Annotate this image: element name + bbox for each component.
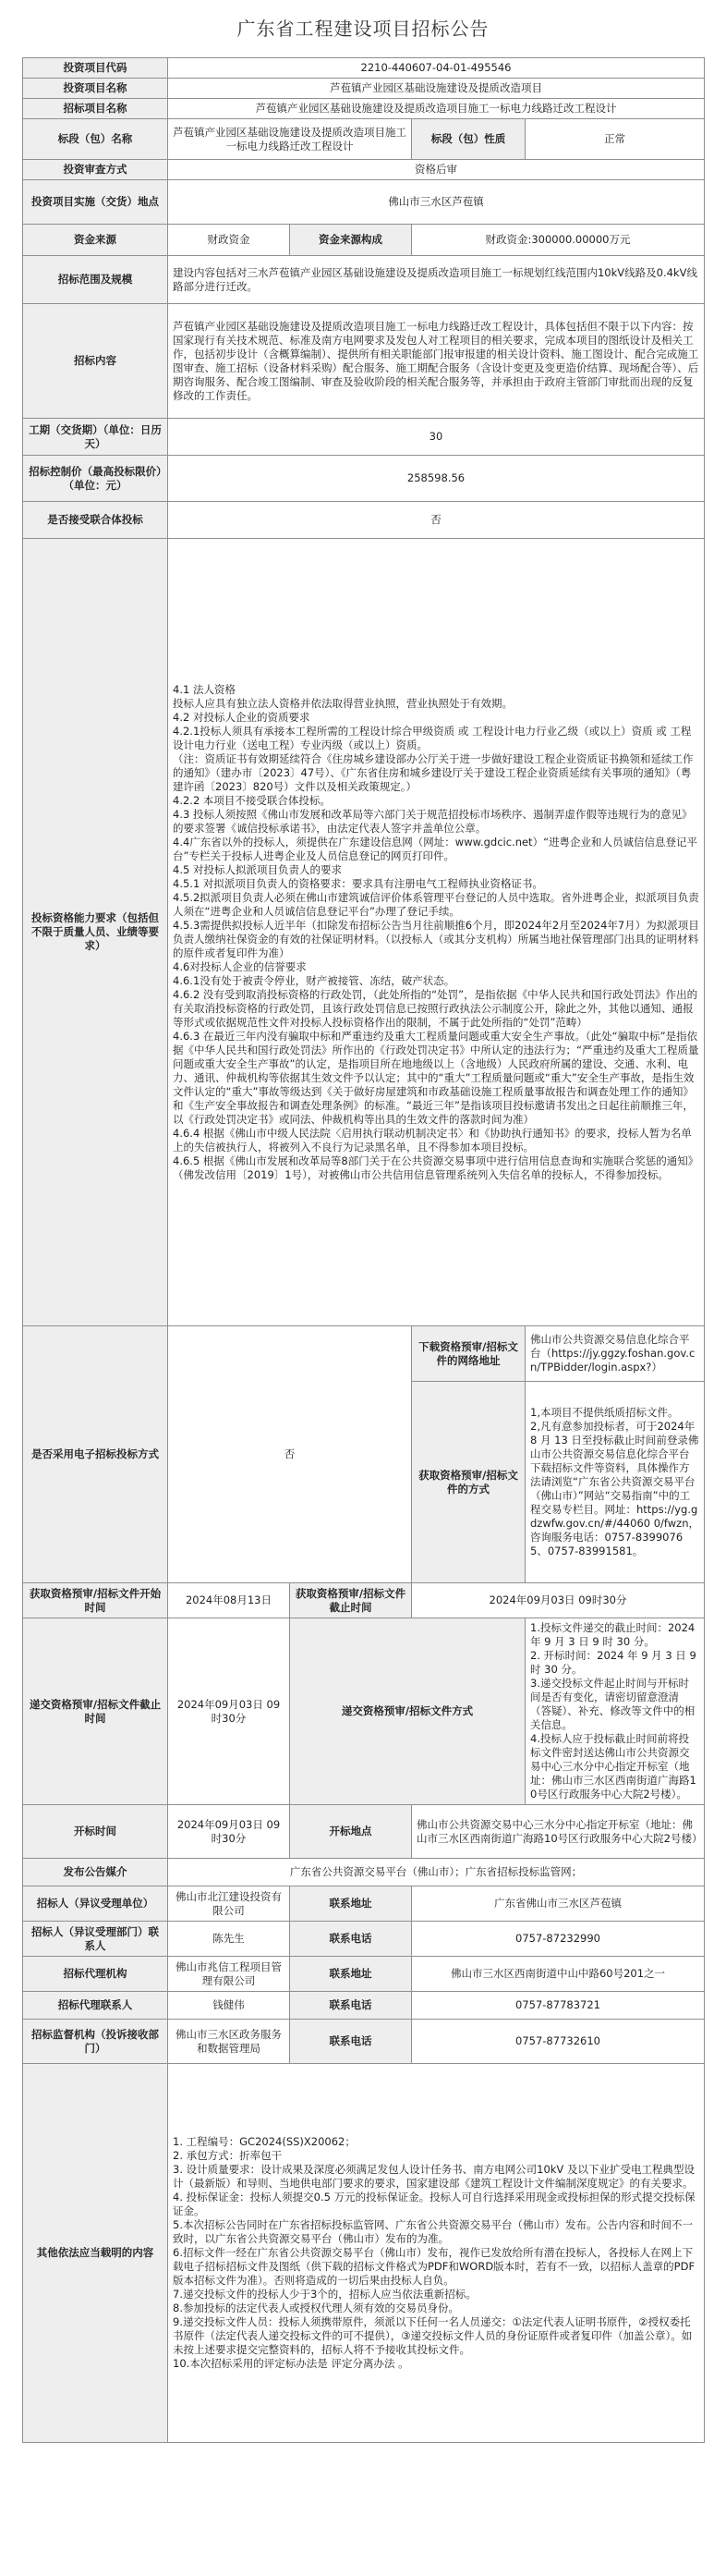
- row-approval: [23, 160, 705, 180]
- row-scope: [23, 256, 705, 304]
- media-label: 发布公告媒介: [23, 1859, 168, 1886]
- submit-label: 递交资格预审/招标文件截止时间: [23, 1618, 168, 1805]
- row-location: [23, 180, 705, 225]
- obtain-method-label: 获取资格预审/招标文件的方式: [412, 1382, 526, 1583]
- obtain-method-value: 1,本项目不提供纸质招标文件。 2,凡有意参加投标者，可于2024年 8 月 13 日至投标截止时间前登录佛山市公共资源交易信息化综合平台下载招标文件等资料，具体操作方法请浏览“广东省公共资源交易平台（佛山市）”网站“交易指南”中的工程交易专栏目。网址：https://yg.gdzwfw.gov.cn/#/44060 0/fwzn，咨询服务电话：0757-83990765、0757-83991581。: [526, 1382, 705, 1583]
- row-supervision: [23, 2020, 705, 2064]
- tender-name-value: 芦苞镇产业园区基础设施建设及提质改造项目施工一标电力线路迁改工程设计: [168, 99, 705, 119]
- qualification-value: 4.1 法人资格 投标人应具有独立法人资格并依法取得营业执照，营业执照处于有效期。 4.2 对投标人企业的资质要求 4.2.1投标人须具有承接本工程所需的工程设计综合甲级资质 或 工程设计电力行业乙级（或以上）资质 或 工程设计电力行业（送电工程）专业丙级（或以上）资质。 （注：资质证书有效期延续符合《住房城乡建设部办公厅关于进一步做好建设工程企业资质证书换领和延续工作的通知》（建办市〔2023〕47号）、《广东省住房和城乡建设厅关于建设工程企业资质延续有关事项的通知》（粤建许函〔2023〕820号）文件以及相关政策规定。） 4.2.2 本项目不接受联合体投标。 4.3 投标人须按照《佛山市发展和改革局等六部门关于规范招投标市场秩序、遏制弄虚作假等违规行为的意见》的要求签署《诚信投标承诺书》，由法定代表人签字并盖单位公章。 4.4广东省以外的投标人，须提供在广东建设信息网（网址：www.gdcic.net）“进粤企业和人员诚信信息登记平台”专栏关于投标人进粤企业及人员信息登记的网页打印件。 4.5 对投标人拟派项目负责人的要求 4.5.1 对拟派项目负责人的资格要求：要求具有注册电气工程师执业资格证书。 4.5.2拟派项目负责人必须在佛山市建筑诚信评价体系管理平台登记的人员中选取。省外进粤企业，拟派项目负责人须在“进粤企业和人员诚信信息登记平台”办理了登记手续。 4.5.3需提供拟投标人近半年（扣除发布招标公告当月往前顺推6个月，即2024年2月至2024年7月）为拟派项目负责人缴纳社保资金的有效的社保证明材料。（以投标人（或其分支机构）所属当地社保管理部门出具的证明材料的原件或者复印件为准） 4.6对投标人企业的信誉要求 4.6.1没有处于被责令停业，财产被接管、冻结，破产状态。 4.6.2 没有受到取消投标资格的行政处罚，（此处所指的“处罚”，是指依据《中华人民共和国行政处罚法》作出的有关取消投标资格的行政处罚，且该行政处罚信息已按照行政执法公示制度公开，除此之外，其他以通知、通报等形式或依据规范性文件对投标人投标资格作出的限制，不属于此处所指的“处罚”范畴） 4.6.3 在最近三年内没有骗取中标和严重违约及重大工程质量问题或重大安全生产事故。（此处“骗取中标”是指依据《中华人民共和国行政处罚法》所作出的《行政处罚决定书》中所认定的违法行为；“严重违约及重大工程质量问题或重大安全生产事故”的认定，是指项目所在地地级以上（含地级）人民政府所属的建设、交通、水利、电力、通讯、仲裁机构等依据其生效文件予以认定；其中的“重大”工程质量问题或“重大”安全生产事故，是指生效文件认定的“重大”事故等级达到《关于做好房屋建筑和市政基础设施工程质量事故报告和调查处理工作的通知》和《生产安全事故报告和调查处理条例》的标准。“最近三年”是指该项目投标邀请书发出之日起往前顺推三年，以《行政处罚决定书》或同法、仲裁机构等出具的生效文件的落款时间为准） 4.6.4 根据《佛山市中级人民法院〈启用执行联动机制决定书〉和《协助执行通知书》的要求，投标人暂为名单上的失信被执行人，将被列入不良行为记录黑名单，且不得参加本项目投标。 4.6.5 根据《佛山市发展和改革局等8部门关于在公共资源交易事项中进行信用信息查询和实施联合奖惩的通知》（佛发改信用〔2019〕1号），对被佛山市公共信用信息管理系统列入失信名单的投标人，不得参加投标。: [168, 539, 705, 1326]
- submit-value: 2024年09月03日 09时30分: [168, 1618, 290, 1805]
- supervision-phone-label: 联系电话: [290, 2020, 412, 2064]
- section-label: 标段（包）名称: [23, 119, 168, 160]
- funding-structure-label: 资金来源构成: [290, 225, 412, 256]
- tenderer-label: 招标人（异议受理单位）: [23, 1886, 168, 1922]
- tenderer-address-value: 广东省佛山市三水区芦苞镇: [412, 1886, 705, 1922]
- row-duration: [23, 419, 705, 456]
- opening-place-label: 开标地点: [290, 1805, 412, 1859]
- scope-label: 招标范围及规模: [23, 256, 168, 304]
- row-download-address: [23, 1326, 705, 1382]
- project-name-value: 芦苞镇产业园区基础设施建设及提质改造项目: [168, 79, 705, 99]
- tenderer-address-label: 联系地址: [290, 1886, 412, 1922]
- row-obtain-time: [23, 1583, 705, 1618]
- content-value: 芦苞镇产业园区基础设施建设及提质改造项目施工一标电力线路迁改工程设计，具体包括但不限于以下内容：按国家现行有关技术规范、标准及南方电网要求及发包人对工程项目的相关要求，完成本项目的图纸设计及相关工作，包括初步设计（含概算编制）、提供所有相关职能部门报审报建的相关设计资料、施工图设计、配合完成施工图审查、施工招标（设备材料采购）配合服务、施工期配合服务（含设计变更及变更造价结算、现场配合等）、后期咨询服务、配合竣工图编制、审查及验收阶段的相关配合服务等，并承担由于政府主管部门审批而出现的反复修改的工作责任。: [168, 304, 705, 419]
- agency-address-value: 佛山市三水区西南街道中山中路60号201之一: [412, 1957, 705, 1992]
- row-funding: [23, 225, 705, 256]
- project-name-label: 投资项目名称: [23, 79, 168, 99]
- location-label: 投资项目实施（交货）地点: [23, 180, 168, 225]
- agency-contact-phone-label: 联系电话: [290, 1992, 412, 2020]
- contact-phone-value: 0757-87232990: [412, 1922, 705, 1957]
- agency-address-label: 联系地址: [290, 1957, 412, 1992]
- download-address-label: 下载资格预审/招标文件的网络地址: [412, 1326, 526, 1382]
- others-value: 1. 工程编号：GC2024(SS)X20062； 2. 承包方式：折率包干 3. 设计质量要求：设计成果及深度必须满足发包人设计任务书、南方电网公司10kV 及以下业扩受电工程典型设计（最新版）和导则、当地供电部门要求的要求，国家建设部《建筑工程设计文件编制深度规定》的有关要求。 4. 投标保证金：投标人须提交0.5 万元的投标保证金。投标人可自行选择采用现金或投标担保的形式提交投标保证金。 5.本次招标公告同时在广东省招标投标监管网、广东省公共资源交易平台（佛山市）发布。公告内容和时间不一致时，以广东省公共资源交易平台（佛山市）发布的为准。 6.招标文件一经在广东省公共资源交易平台（佛山市）发布，视作已发放给所有潜在投标人，各投标人在网上下载电子招标招标文件及图纸（供下载的招标文件格式为PDF和WORD版本时，若有不一致，以招标人盖章的PDF版本招标文件为准）。否则将造成的一切后果由投标人自负。 7.递交投标文件的投标人少于3个的，招标人应当依法重新招标。 8.参加投标的法定代表人或授权代理人须有效的交易员身份。 9.递交投标文件人员：投标人须携带原件，须派以下任何一名人员递交：①法定代表人证明书原件，②授权委托书原件（法定代表人递交投标文件的可不提供），③递交投标文件人员的身份证原件或者复印件（加盖公章）。如未按上述要求提交完整资料的，招标人将不予接收其投标文件。 10.本次招标采用的评定标办法是 评定分离办法 。: [168, 2064, 705, 2443]
- section-value: 芦苞镇产业园区基础设施建设及提质改造项目施工一标电力线路迁改工程设计: [168, 119, 412, 160]
- tender-name-label: 招标项目名称: [23, 99, 168, 119]
- supervision-label: 招标监督机构（投诉接收部门）: [23, 2020, 168, 2064]
- row-qualification: [23, 539, 705, 1326]
- row-media: [23, 1859, 705, 1886]
- electronic-label: 是否采用电子招标投标方式: [23, 1326, 168, 1583]
- submit-method-label: 递交资格预审/招标文件方式: [290, 1618, 526, 1805]
- electronic-value: 否: [168, 1326, 412, 1583]
- announcement-table: [22, 57, 705, 2443]
- price-cap-value: 258598.56: [168, 456, 705, 502]
- page-title: 广东省工程建设项目招标公告: [236, 18, 490, 40]
- opening-label: 开标时间: [23, 1805, 168, 1859]
- funding-structure-value: 财政资金:300000.00000万元: [412, 225, 705, 256]
- approval-value: 资格后审: [168, 160, 705, 180]
- media-value: 广东省公共资源交易平台（佛山市）；广东省招标投标监管网；: [168, 1859, 705, 1886]
- obtain-end-value: 2024年09月03日 09时30分: [412, 1583, 705, 1618]
- submit-method-value: 1.投标文件递交的截止时间：2024 年 9 月 3 日 9 时 30 分。 2. 开标时间：2024 年 9 月 3 日 9 时 30 分。 3.递交投标文件起止时间与开标时间是否有变化，请密切留意澄清（答疑）、补充、修改等文件中的相关信息。 4.投标人应于投标截止时间前将投标文件密封送达佛山市公共资源交易中心三水分中心指定开标室（地址：佛山市三水区西南街道广海路10号区行政服务中心大院2号楼）。: [526, 1618, 705, 1805]
- row-contact: [23, 1922, 705, 1957]
- section-nature-label: 标段（包）性质: [412, 119, 526, 160]
- row-submit: [23, 1618, 705, 1805]
- price-cap-label: 招标控制价（最高投标限价）（单位：元）: [23, 456, 168, 502]
- download-address-value[interactable]: 佛山市公共资源交易信息化综合平台（https://jy.ggzy.foshan.gov.cn/TPBidder/login.aspx?）: [526, 1326, 705, 1382]
- row-section: [23, 119, 705, 160]
- row-tender-name: [23, 99, 705, 119]
- contact-phone-label: 联系电话: [290, 1922, 412, 1957]
- row-consortium: [23, 502, 705, 539]
- row-content: [23, 304, 705, 419]
- contact-label: 招标人（异议受理部门）联系人: [23, 1922, 168, 1957]
- tenderer-value: 佛山市北江建设投资有限公司: [168, 1886, 290, 1922]
- duration-label: 工期（交货期）（单位：日历天）: [23, 419, 168, 456]
- row-project-name: [23, 79, 705, 99]
- section-nature-value: 正常: [526, 119, 705, 160]
- code-label: 投资项目代码: [23, 58, 168, 79]
- others-label: 其他依法应当载明的内容: [23, 2064, 168, 2443]
- row-others: [23, 2064, 705, 2443]
- scope-value: 建设内容包括对三水芦苞镇产业园区基础设施建设及提质改造项目施工一标规划红线范围内10kV线路及0.4kV线路部分进行迁改。: [168, 256, 705, 304]
- code-value: 2210-440607-04-01-495546: [168, 58, 705, 79]
- funding-value: 财政资金: [168, 225, 290, 256]
- supervision-value: 佛山市三水区政务服务和数据管理局: [168, 2020, 290, 2064]
- content-label: 招标内容: [23, 304, 168, 419]
- supervision-phone-value: 0757-87732610: [412, 2020, 705, 2064]
- obtain-end-label: 获取资格预审/招标文件截止时间: [290, 1583, 412, 1618]
- consortium-value: 否: [168, 502, 705, 539]
- qualification-label: 投标资格能力要求（包括但不限于质量人员、业绩等要求）: [23, 539, 168, 1326]
- opening-value: 2024年09月03日 09时30分: [168, 1805, 290, 1859]
- agency-label: 招标代理机构: [23, 1957, 168, 1992]
- approval-label: 投资审查方式: [23, 160, 168, 180]
- row-price-cap: [23, 456, 705, 502]
- agency-contact-label: 招标代理联系人: [23, 1992, 168, 2020]
- row-opening: [23, 1805, 705, 1859]
- opening-place-value: 佛山市公共资源交易中心三水分中心指定开标室（地址：佛山市三水区西南街道广海路10号区行政服务中心大院2号楼）: [412, 1805, 705, 1859]
- row-agency: [23, 1957, 705, 1992]
- agency-value: 佛山市兆信工程项目管理有限公司: [168, 1957, 290, 1992]
- obtain-start-label: 获取资格预审/招标文件开始时间: [23, 1583, 168, 1618]
- obtain-start-value: 2024年08月13日: [168, 1583, 290, 1618]
- row-agency-contact: [23, 1992, 705, 2020]
- agency-contact-value: 钱健伟: [168, 1992, 290, 2020]
- contact-value: 陈先生: [168, 1922, 290, 1957]
- row-code: [23, 58, 705, 79]
- duration-value: 30: [168, 419, 705, 456]
- agency-contact-phone-value: 0757-87783721: [412, 1992, 705, 2020]
- location-value: 佛山市三水区芦苞镇: [168, 180, 705, 225]
- row-tenderer: [23, 1886, 705, 1922]
- funding-label: 资金来源: [23, 225, 168, 256]
- consortium-label: 是否接受联合体投标: [23, 502, 168, 539]
